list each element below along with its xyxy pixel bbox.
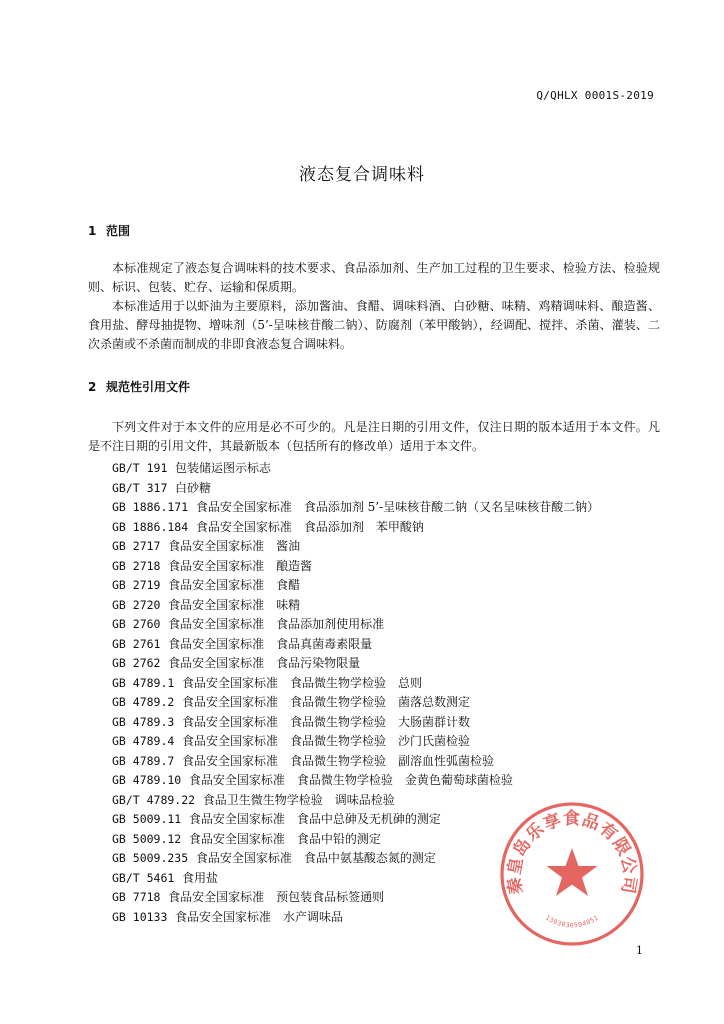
reference-title: 食品安全国家标准 味精 xyxy=(168,597,301,612)
reference-item xyxy=(112,459,599,479)
section-number: 2 xyxy=(88,380,97,394)
reference-item xyxy=(112,654,599,674)
reference-code: GB/T 5461 xyxy=(112,870,175,885)
reference-title: 食品安全国家标准 食品微生物学检验 总则 xyxy=(181,675,422,690)
reference-code: GB 4789.4 xyxy=(112,734,175,748)
reference-code: GB 4789.1 xyxy=(112,675,175,690)
reference-code: GB 2717 xyxy=(112,539,161,553)
reference-title: 食品安全国家标准 食品微生物学检验 大肠菌群计数 xyxy=(181,714,470,729)
reference-title: 食品安全国家标准 食品添加剂 5’-呈味核苷酸二钠（又名呈味核苷酸二钠） xyxy=(195,500,600,514)
reference-title: 食品安全国家标准 食品微生物学检验 沙门氏菌检验 xyxy=(181,734,470,748)
reference-item xyxy=(112,693,599,713)
reference-title: 食品安全国家标准 酱油 xyxy=(168,539,301,553)
company-seal xyxy=(498,800,646,948)
reference-item xyxy=(112,576,599,596)
reference-item xyxy=(112,752,599,772)
reference-item xyxy=(112,732,599,752)
seal-number: 1303030504051 xyxy=(543,913,601,930)
reference-item xyxy=(112,518,599,538)
reference-title: 食品安全国家标准 食品中总砷及无机砷的测定 xyxy=(188,812,441,826)
reference-code: GB 1886.171 xyxy=(112,500,189,514)
reference-item xyxy=(112,596,599,616)
reference-code: GB 5009.235 xyxy=(112,851,189,865)
reference-code: GB 2720 xyxy=(112,597,161,612)
section-heading-normative-references xyxy=(88,378,190,395)
reference-code: GB 4789.7 xyxy=(112,753,175,768)
reference-code: GB 1886.184 xyxy=(112,519,189,534)
reference-item xyxy=(112,557,599,577)
reference-code: GB 2760 xyxy=(112,617,161,631)
reference-code: GB 5009.12 xyxy=(112,831,182,846)
reference-code: GB 10133 xyxy=(112,909,168,924)
reference-title: 食品安全国家标准 预包装食品标签通则 xyxy=(168,890,385,904)
scope-paragraph-1: 本标准规定了液态复合调味料的技术要求、食品添加剂、生产加工过程的卫生要求、检验方法、检验规则、标识、包装、贮存、运输和保质期。 xyxy=(88,261,660,294)
reference-code: GB 2762 xyxy=(112,656,161,670)
document-code: Q/QHLX 0001S-2019 xyxy=(536,89,654,102)
reference-title: 食品安全国家标准 水产调味品 xyxy=(175,909,344,924)
reference-item xyxy=(112,635,599,655)
reference-title: 食品安全国家标准 食品添加剂 苯甲酸钠 xyxy=(195,519,424,534)
page-number: 1 xyxy=(636,944,643,957)
reference-code: GB 4789.2 xyxy=(112,695,175,709)
reference-code: GB 2718 xyxy=(112,558,161,573)
reference-title: 食品安全国家标准 食醋 xyxy=(168,578,301,592)
reference-title: 食品卫生微生物学检验 调味品检验 xyxy=(202,792,395,807)
reference-title: 食品安全国家标准 食品添加剂使用标准 xyxy=(168,617,385,631)
section-title: 规范性引用文件 xyxy=(106,380,191,394)
reference-code: GB 7718 xyxy=(112,890,161,904)
seal-company-name: 秦皇岛乐享食品有限公司 xyxy=(504,809,640,896)
reference-code: GB 2761 xyxy=(112,636,161,651)
reference-item xyxy=(112,615,599,635)
seal-star-icon xyxy=(547,848,598,896)
reference-code: GB 5009.11 xyxy=(112,812,182,826)
reference-item xyxy=(112,674,599,694)
reference-code: GB/T 317 xyxy=(112,480,168,495)
reference-code: GB 4789.3 xyxy=(112,714,175,729)
reference-title: 食品安全国家标准 食品微生物学检验 菌落总数测定 xyxy=(181,695,470,709)
reference-title: 食品安全国家标准 食品微生物学检验 金黄色葡萄球菌检验 xyxy=(188,773,513,787)
reference-code: GB 2719 xyxy=(112,578,161,592)
reference-title: 食用盐 xyxy=(181,870,218,885)
reference-item xyxy=(112,537,599,557)
reference-title: 食品安全国家标准 食品中铅的测定 xyxy=(188,831,381,846)
reference-code: GB/T 4789.22 xyxy=(112,792,196,807)
reference-item xyxy=(112,713,599,733)
reference-title: 白砂糖 xyxy=(175,480,212,495)
section-number: 1 xyxy=(88,224,97,238)
reference-item xyxy=(112,479,599,499)
reference-item xyxy=(112,498,599,518)
reference-code: GB 4789.10 xyxy=(112,773,182,787)
section-title: 范围 xyxy=(106,224,131,238)
reference-item xyxy=(112,771,599,791)
reference-title: 食品安全国家标准 食品微生物学检验 副溶血性弧菌检验 xyxy=(181,753,494,768)
reference-code: GB/T 191 xyxy=(112,461,168,475)
reference-title: 食品安全国家标准 食品污染物限量 xyxy=(168,656,361,670)
reference-title: 食品安全国家标准 食品真菌毒素限量 xyxy=(168,636,373,651)
section-heading-scope xyxy=(88,222,130,239)
reference-title: 包装储运图示标志 xyxy=(175,461,272,475)
scope-paragraph-2: 本标准适用于以虾油为主要原料，添加酱油、食醋、调味料酒、白砂糖、味精、鸡精调味料、酿造酱、食用盐、酵母抽提物、增味剂（5’-呈味核苷酸二钠）、防腐剂（苯甲酸钠），经调配、搅拌、杀菌、灌装、二次杀菌或不杀菌而制成的非即食液态复合调味料。 xyxy=(88,299,660,351)
document-title: 液态复合调味料 xyxy=(299,165,425,185)
reference-title: 食品安全国家标准 酿造酱 xyxy=(168,558,313,573)
references-intro-paragraph: 下列文件对于本文件的应用是必不可少的。凡是注日期的引用文件，仅注日期的版本适用于本文件。凡是不注日期的引用文件，其最新版本（包括所有的修改单）适用于本文件。 xyxy=(88,420,660,453)
reference-title: 食品安全国家标准 食品中氨基酸态氮的测定 xyxy=(195,851,436,865)
